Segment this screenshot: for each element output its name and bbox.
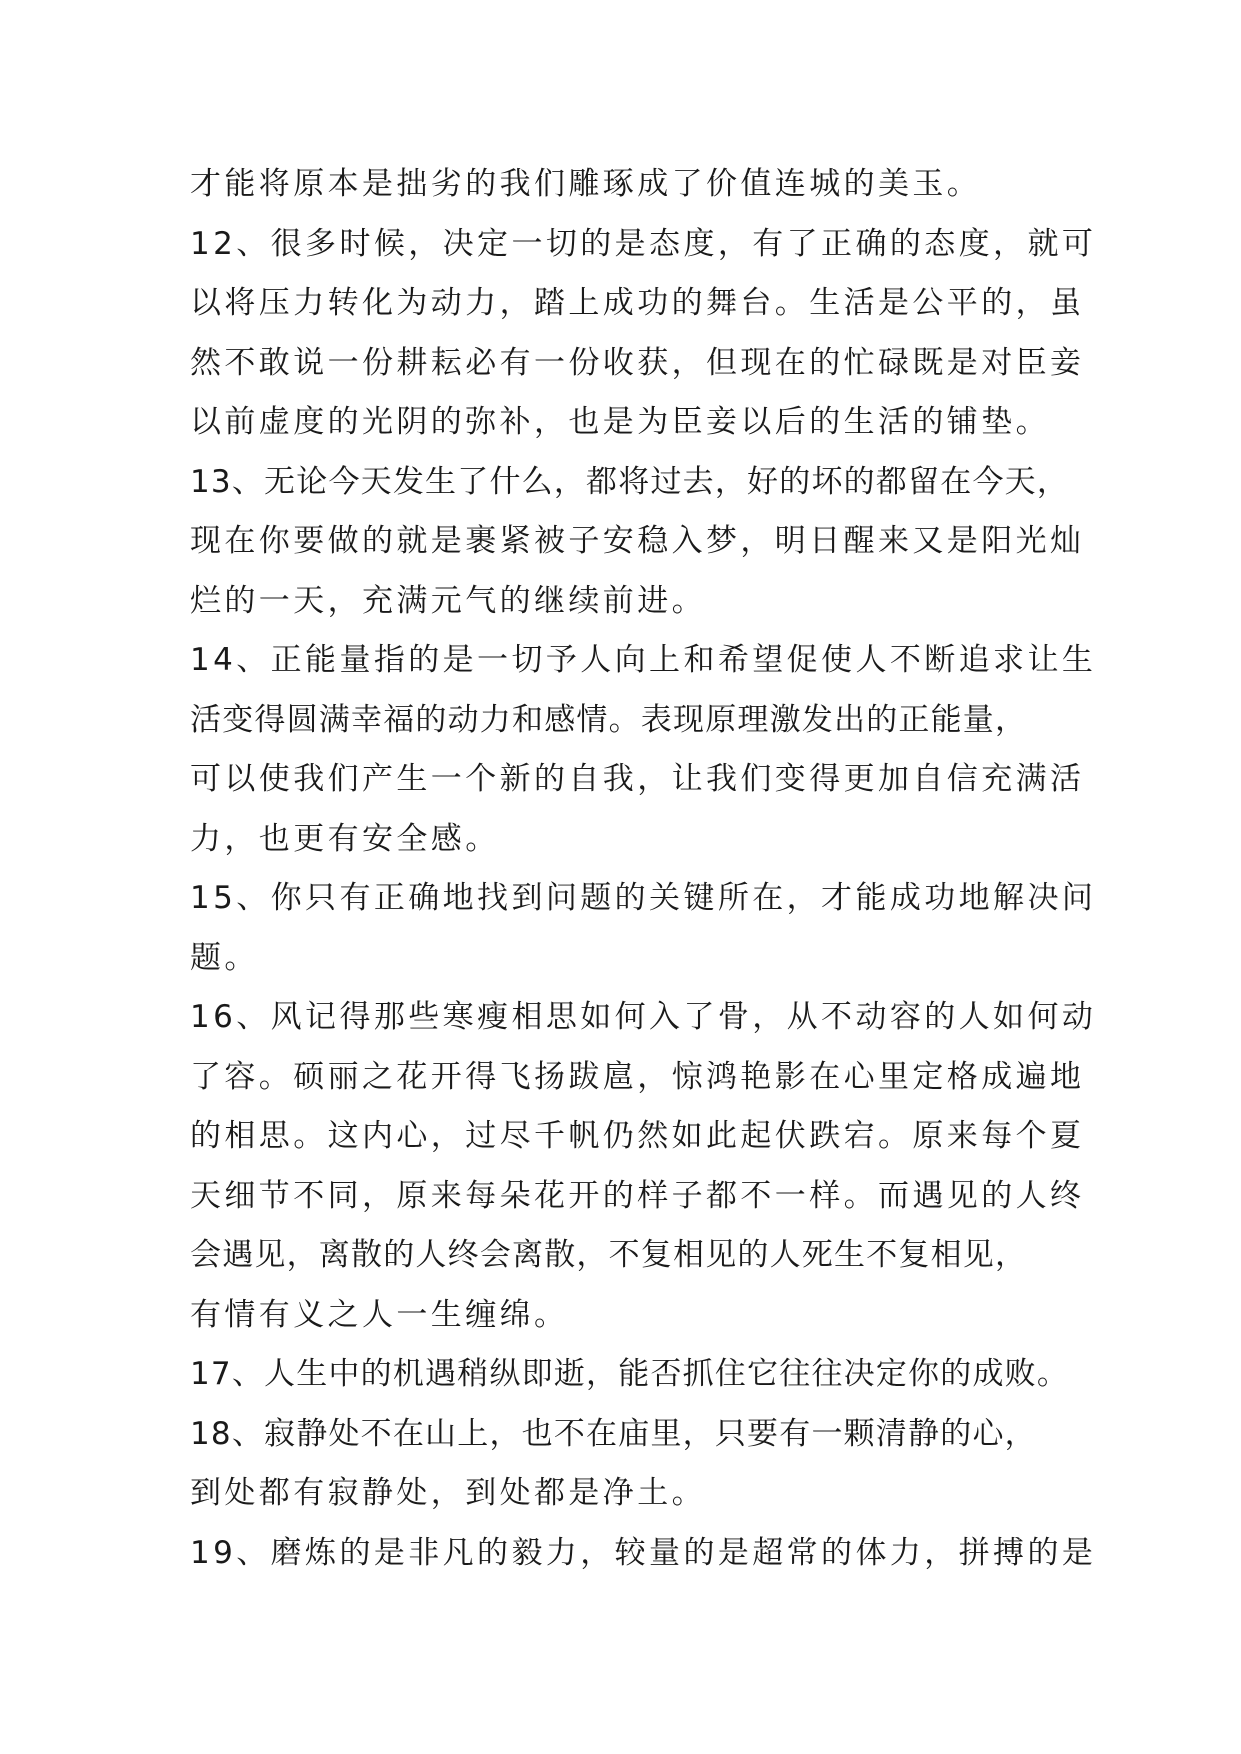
text-line-15: 16、风记得那些寒瘦相思如何入了骨，从不动容的人如何动	[190, 999, 1097, 1035]
text-line-4: 然不敢说一份耕耘必有一份收获，但现在的忙碌既是对臣妾	[190, 344, 1085, 381]
text-line-7: 现在你要做的就是裹紧被子安稳入梦，明日醒来又是阳光灿	[190, 523, 1085, 559]
text-line-14: 题。	[190, 939, 259, 976]
text-line-3: 以将压力转化为动力，踏上成功的舞台。生活是公平的，虽	[190, 285, 1085, 321]
text-line-21: 17、人生中的机遇稍纵即逝，能否抓住它往往决定你的成败。	[190, 1356, 1070, 1392]
text-line-9: 14、正能量指的是一切予人向上和希望促使人不断追求让生	[190, 642, 1097, 678]
text-line-10: 活变得圆满幸福的动力和感情。表现原理激发出的正能量，	[190, 701, 1028, 738]
text-line-24: 19、磨炼的是非凡的毅力，较量的是超常的体力，拼搏的是	[190, 1534, 1097, 1571]
text-line-6: 13、无论今天发生了什么，都将过去，好的坏的都留在今天，	[190, 463, 1070, 500]
text-line-1: 才能将原本是拙劣的我们雕琢成了价值连城的美玉。	[190, 166, 982, 202]
text-line-8: 烂的一天，充满元气的继续前进。	[190, 582, 706, 619]
text-line-23: 到处都有寂静处，到处都是净土。	[190, 1475, 706, 1511]
text-line-11: 可以使我们产生一个新的自我，让我们变得更加自信充满活	[190, 761, 1085, 797]
text-line-17: 的相思。这内心，过尽千帆仍然如此起伏跌宕。原来每个夏	[190, 1118, 1085, 1154]
text-line-22: 18、寂静处不在山上，也不在庙里，只要有一颗清静的心，	[190, 1415, 1037, 1452]
text-line-19: 会遇见，离散的人终会离散，不复相见的人死生不复相见，	[190, 1237, 1028, 1273]
text-line-16: 了容。硕丽之花开得飞扬跋扈，惊鸿艳影在心里定格成遍地	[190, 1058, 1085, 1095]
text-line-2: 12、很多时候，决定一切的是态度，有了正确的态度，就可	[190, 225, 1097, 262]
text-line-18: 天细节不同，原来每朵花开的样子都不一样。而遇见的人终	[190, 1177, 1085, 1214]
text-line-20: 有情有义之人一生缠绵。	[190, 1296, 569, 1333]
text-line-12: 力，也更有安全感。	[190, 820, 500, 857]
document-body	[190, 155, 1097, 1583]
text-line-13: 15、你只有正确地找到问题的关键所在，才能成功地解决问	[190, 880, 1097, 916]
text-line-5: 以前虚度的光阴的弥补，也是为臣妾以后的生活的铺垫。	[190, 404, 1050, 440]
